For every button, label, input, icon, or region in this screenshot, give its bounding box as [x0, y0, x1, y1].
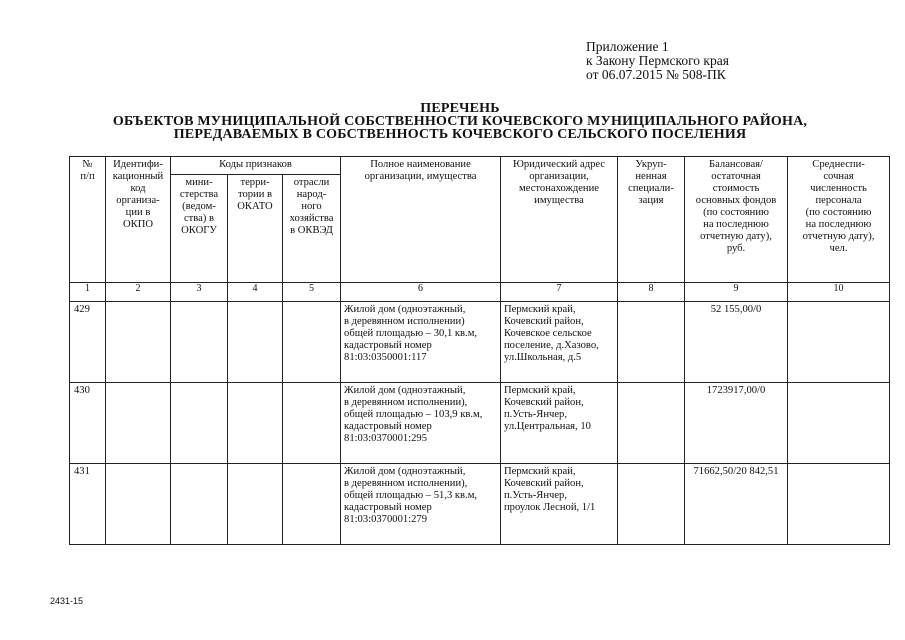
okato-cell	[228, 464, 283, 545]
text-line: в деревянном исполнении),	[344, 397, 468, 408]
text-line: Балансовая/	[709, 159, 763, 170]
text-line: (ведом-	[182, 201, 216, 212]
text-line: народ-	[296, 189, 327, 200]
header-address	[501, 157, 618, 283]
row-number: 431	[70, 464, 106, 545]
text-line: местонахождение	[519, 183, 599, 194]
text-line: организации,	[529, 171, 589, 182]
text-line: код	[130, 183, 146, 194]
column-number: 3	[171, 283, 228, 302]
text-line: сочная	[823, 171, 854, 182]
header-okpo	[106, 157, 171, 283]
okved-cell	[283, 302, 341, 383]
text-line: Идентифи-	[113, 159, 163, 170]
text-line: ул.Центральная, 10	[504, 421, 591, 432]
object-name	[341, 383, 501, 464]
text-line: ции в	[125, 207, 151, 218]
text-line: (по состоянию	[805, 207, 872, 218]
text-line: 81:03:0370001:295	[344, 433, 428, 444]
okved-cell	[283, 464, 341, 545]
text-line: организа-	[116, 195, 160, 206]
property-table	[69, 156, 890, 545]
text-line: организации, имущества	[364, 171, 477, 182]
column-number: 7	[501, 283, 618, 302]
text-line: ОКПО	[122, 219, 154, 230]
text-line: (по состоянию	[703, 207, 769, 218]
table-row	[70, 383, 890, 464]
okpo-cell	[106, 302, 171, 383]
appendix-line-1: Приложение 1	[586, 39, 669, 54]
text-line: стерства	[179, 189, 219, 200]
title-line-3: ПЕРЕДАВАЕМЫХ В СОБСТВЕННОСТЬ КОЧЕВСКОГО СЕЛЬСКОГО ПОСЕЛЕНИЯ	[173, 127, 747, 142]
text-line: отрасли	[293, 177, 330, 188]
text-line: хозяйства	[289, 213, 334, 224]
text-line: Жилой дом (одноэтажный,	[344, 304, 466, 315]
text-line: отчетную дату),	[802, 231, 875, 242]
text-line: тории в	[237, 189, 273, 200]
text-line: кадастровый номер	[344, 340, 432, 351]
text-line: на последнюю	[805, 219, 872, 230]
text-line: Кочевский район,	[504, 397, 584, 408]
text-line: Кочевское сельское	[504, 328, 592, 339]
specialization-cell	[618, 302, 685, 383]
okato-cell	[228, 383, 283, 464]
balance-value: 1723917,00/0	[685, 383, 788, 464]
column-number: 6	[341, 283, 501, 302]
text-line: в деревянном исполнении),	[344, 478, 468, 489]
header-okato	[228, 175, 283, 283]
text-line: руб.	[726, 243, 746, 254]
header-staff	[788, 157, 890, 283]
object-name	[341, 464, 501, 545]
text-line: ного	[301, 201, 322, 212]
header-specialization	[618, 157, 685, 283]
text-line: ства) в	[183, 213, 215, 224]
text-line: кадастровый номер	[344, 421, 432, 432]
text-line: остаточная	[711, 171, 761, 182]
text-line: поселение, д.Хазово,	[504, 340, 599, 351]
column-number-row	[70, 283, 890, 302]
document-title	[60, 102, 860, 141]
column-number: 2	[106, 283, 171, 302]
table-row	[70, 464, 890, 545]
object-address	[501, 383, 618, 464]
object-address	[501, 464, 618, 545]
text-line: Жилой дом (одноэтажный,	[344, 385, 466, 396]
text-line: Кочевский район,	[504, 316, 584, 327]
text-line: п/п	[80, 171, 95, 182]
text-line: стоимость	[712, 183, 760, 194]
text-line: проулок Лесной, 1/1	[504, 502, 596, 513]
title-line-2: ОБЪЕКТОВ МУНИЦИПАЛЬНОЙ СОБСТВЕННОСТИ КОЧЕВСКОГО МУНИЦИПАЛЬНОГО РАЙОНА,	[112, 114, 808, 129]
specialization-cell	[618, 383, 685, 464]
staff-cell	[788, 302, 890, 383]
column-number: 5	[283, 283, 341, 302]
text-line: общей площадью – 30,1 кв.м,	[344, 328, 478, 339]
balance-value: 52 155,00/0	[685, 302, 788, 383]
text-line: Среднеспи-	[812, 159, 865, 170]
column-number: 8	[618, 283, 685, 302]
text-line: чел.	[829, 243, 848, 254]
text-line: Пермский край,	[504, 304, 576, 315]
okogu-cell	[171, 464, 228, 545]
text-line: кадастровый номер	[344, 502, 432, 513]
object-name	[341, 302, 501, 383]
text-line: общей площадью – 103,9 кв.м,	[344, 409, 483, 420]
text-line: в деревянном исполнении)	[344, 316, 465, 327]
appendix-note	[586, 40, 729, 82]
text-line: ул.Школьная, д.5	[504, 352, 582, 363]
text-line: п.Усть-Янчер,	[504, 409, 567, 420]
text-line: основных фондов	[695, 195, 777, 206]
table-row	[70, 302, 890, 383]
column-number: 10	[788, 283, 890, 302]
text-line: мини-	[185, 177, 213, 188]
text-line: в ОКВЭД	[290, 225, 333, 236]
text-line: численность	[810, 183, 867, 194]
text-line: Пермский край,	[504, 385, 576, 396]
text-line: на последнюю	[703, 219, 769, 230]
header-okved	[283, 175, 341, 283]
balance-value: 71662,50/20 842,51	[685, 464, 788, 545]
okpo-cell	[106, 383, 171, 464]
appendix-line-2: к Закону Пермского края	[586, 53, 729, 68]
text-line: общей площадью – 51,3 кв.м,	[344, 490, 478, 501]
staff-cell	[788, 464, 890, 545]
text-line: ненная	[635, 171, 667, 182]
appendix-line-3: от 06.07.2015 № 508-ПК	[586, 67, 726, 82]
text-line: Юридический адрес	[512, 159, 606, 170]
okato-cell	[228, 302, 283, 383]
row-number: 429	[70, 302, 106, 383]
header-codes-group: Коды признаков	[171, 157, 341, 175]
text-line: имущества	[534, 195, 584, 206]
text-line: Укруп-	[635, 159, 667, 170]
text-line: зация	[638, 195, 664, 206]
header-num	[70, 157, 106, 283]
document-code: 2431-15	[50, 596, 84, 606]
column-number: 1	[70, 283, 106, 302]
okogu-cell	[171, 302, 228, 383]
text-line: специали-	[628, 183, 674, 194]
text-line: 81:03:0350001:117	[344, 352, 427, 363]
okpo-cell	[106, 464, 171, 545]
text-line: Жилой дом (одноэтажный,	[344, 466, 466, 477]
column-number: 9	[685, 283, 788, 302]
header-balance	[685, 157, 788, 283]
object-address	[501, 302, 618, 383]
staff-cell	[788, 383, 890, 464]
text-line: персонала	[815, 195, 862, 206]
text-line: ОКОГУ	[181, 225, 217, 236]
text-line: кационный	[112, 171, 164, 182]
okved-cell	[283, 383, 341, 464]
header-okogu	[171, 175, 228, 283]
text-line: ОКАТО	[237, 201, 273, 212]
text-line: Полное наименование	[370, 159, 471, 170]
row-number: 430	[70, 383, 106, 464]
text-line: Пермский край,	[504, 466, 576, 477]
text-line: Кочевский район,	[504, 478, 584, 489]
text-line: п.Усть-Янчер,	[504, 490, 567, 501]
title-line-1: ПЕРЕЧЕНЬ	[420, 101, 500, 116]
okogu-cell	[171, 383, 228, 464]
header-name	[341, 157, 501, 283]
text-line: №	[82, 159, 93, 170]
specialization-cell	[618, 464, 685, 545]
column-number: 4	[228, 283, 283, 302]
text-line: отчетную дату),	[700, 231, 772, 242]
text-line: терри-	[240, 177, 270, 188]
text-line: 81:03:0370001:279	[344, 514, 428, 525]
